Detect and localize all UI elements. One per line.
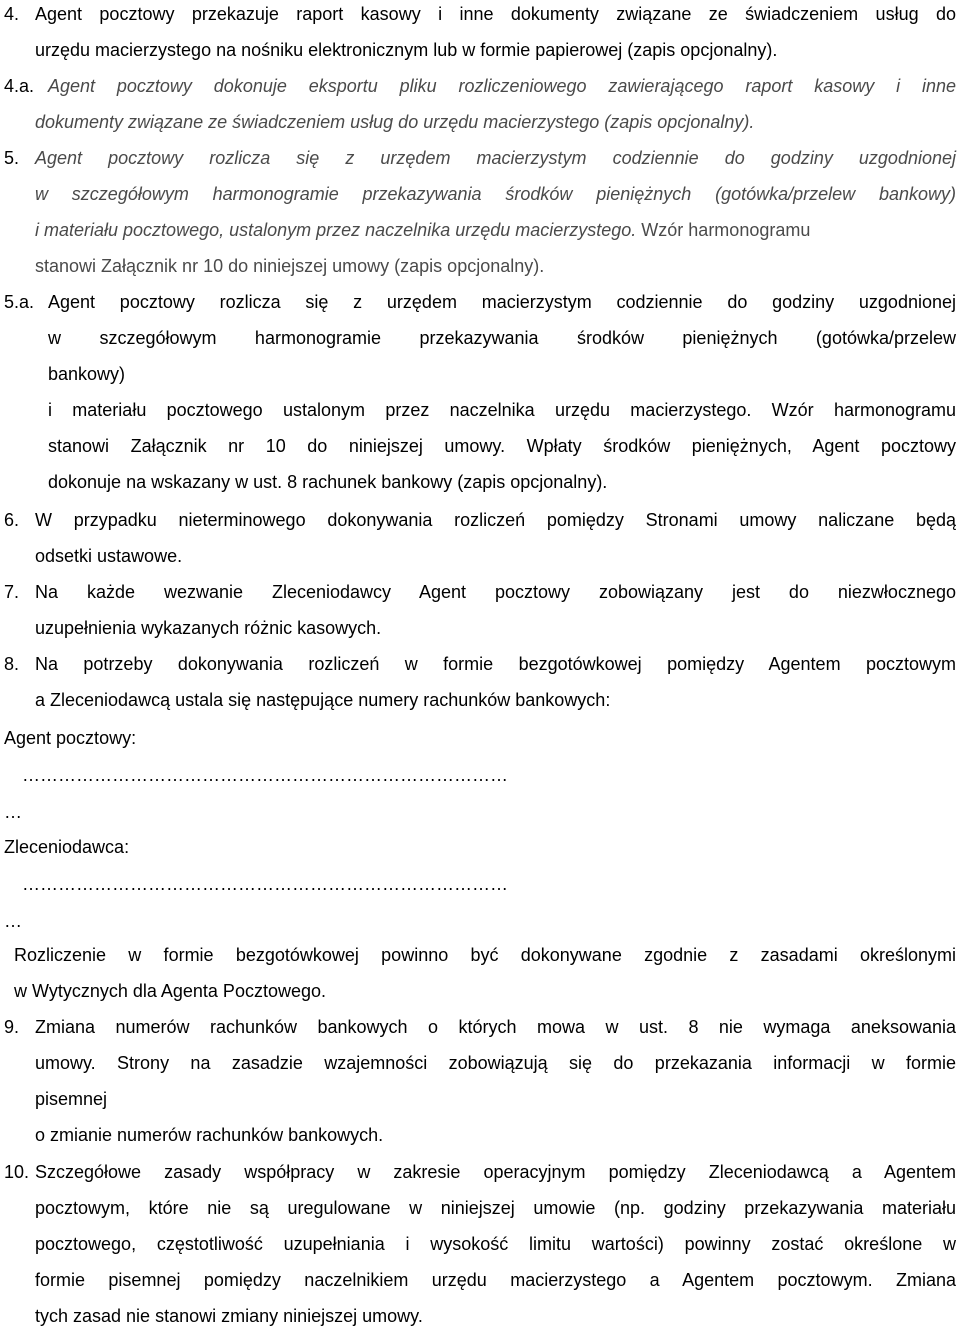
item-5a-line-5: stanowi Załącznik nr 10 do niniejszej umowy. Wpłaty środków pieniężnych, Agent pocztowy (48, 436, 956, 456)
item-number-4a: 4.a. (4, 76, 35, 96)
item-number-6: 6. (4, 510, 20, 530)
item-number-5: 5. (4, 148, 20, 168)
client-account-blank-end: … (4, 911, 22, 931)
item-6-line-2: odsetki ustawowe. (35, 546, 183, 566)
item-5a-line-4: i materiału pocztowego ustalonym przez naczelnika urzędu macierzystego. Wzór harmonogramu (48, 400, 956, 420)
item-5a-line-2: w szczegółowym harmonogramie przekazywania środków pieniężnych (gotówka/przelew (48, 328, 956, 348)
item-9-line-4: o zmianie numerów rachunków bankowych. (35, 1125, 384, 1145)
item-4a-line-2: dokumenty związane ze świadczeniem usług do urzędu macierzystego (zapis opcjonalny). (35, 112, 755, 132)
item-5-line-1: Agent pocztowy rozlicza się z urzędem macierzystym codziennie do godziny uzgodnionej (35, 148, 956, 168)
item-number-4: 4. (4, 4, 20, 24)
item-9-line-1: Zmiana numerów rachunków bankowych o których mowa w ust. 8 nie wymaga aneksowania (35, 1017, 956, 1037)
item-number-8: 8. (4, 654, 20, 674)
item-4-line-2: urzędu macierzystego na nośniku elektronicznym lub w formie papierowej (zapis opcjonalny). (35, 40, 778, 60)
item-number-5a: 5.a. (4, 292, 35, 312)
cashless-settlement-note-line-2: w Wytycznych dla Agenta Pocztowego. (14, 981, 326, 1001)
item-10-line-2: pocztowym, które nie są uregulowane w niniejszej umowie (np. godziny przekazywania materiału (35, 1198, 956, 1218)
item-9-line-3: pisemnej (35, 1089, 108, 1109)
item-10-line-4: formie pisemnej pomiędzy naczelnikiem urzędu macierzystego a Agentem pocztowym. Zmiana (35, 1270, 956, 1290)
item-number-7: 7. (4, 582, 20, 602)
item-5-line-3-part-a: i materiału pocztowego, ustalonym przez naczelnika urzędu macierzystego. (35, 220, 637, 240)
item-10-line-5: tych zasad nie stanowi zmiany niniejszej umowy. (35, 1306, 423, 1326)
agent-account-blank: ……………………………………………………………………… (22, 765, 508, 785)
client-account-label: Zleceniodawca: (4, 837, 130, 857)
item-8-line-2: a Zleceniodawcą ustala się następujące numery rachunków bankowych: (35, 690, 611, 710)
client-account-blank: ……………………………………………………………………… (22, 874, 508, 894)
item-9-line-2: umowy. Strony na zasadzie wzajemności zobowiązują się do przekazania informacji w formie (35, 1053, 956, 1073)
item-5-line-4: stanowi Załącznik nr 10 do niniejszej umowy (zapis opcjonalny). (35, 256, 545, 276)
item-number-9: 9. (4, 1017, 20, 1037)
item-10-line-1: Szczegółowe zasady współpracy w zakresie operacyjnym pomiędzy Zleceniodawcą a Agentem (35, 1162, 956, 1182)
item-7-line-2: uzupełnienia wykazanych różnic kasowych. (35, 618, 382, 638)
item-5-line-2: w szczegółowym harmonogramie przekazywania środków pieniężnych (gotówka/przelew bankowy) (35, 184, 956, 204)
item-5-line-3 (35, 219, 810, 241)
item-number-10: 10. (4, 1162, 30, 1182)
item-5-line-3-part-b: Wzór harmonogramu (636, 220, 811, 240)
item-5a-line-3: bankowy) (48, 364, 126, 384)
item-6-line-1: W przypadku nieterminowego dokonywania rozliczeń pomiędzy Stronami umowy naliczane będą (35, 510, 956, 530)
agent-account-label: Agent pocztowy: (4, 728, 137, 748)
agent-account-blank-end: … (4, 802, 22, 822)
item-4a-line-1: Agent pocztowy dokonuje eksportu pliku rozliczeniowego zawierającego raport kasowy i inne (48, 76, 956, 96)
item-7-line-1: Na każde wezwanie Zleceniodawcy Agent pocztowy zobowiązany jest do niezwłocznego (35, 582, 956, 602)
item-8-line-1: Na potrzeby dokonywania rozliczeń w formie bezgotówkowej pomiędzy Agentem pocztowym (35, 654, 956, 674)
item-10-line-3: pocztowego, częstotliwość uzupełniania i wysokość limitu wartości) powinny zostać określone w (35, 1234, 956, 1254)
cashless-settlement-note-line-1: Rozliczenie w formie bezgotówkowej powinno być dokonywane zgodnie z zasadami określonymi (14, 945, 956, 965)
item-5a-line-1: Agent pocztowy rozlicza się z urzędem macierzystym codziennie do godziny uzgodnionej (48, 292, 956, 312)
item-4-line-1: Agent pocztowy przekazuje raport kasowy i inne dokumenty związane ze świadczeniem usług do (35, 4, 956, 24)
item-5a-line-6: dokonuje na wskazany w ust. 8 rachunek bankowy (zapis opcjonalny). (48, 472, 608, 492)
